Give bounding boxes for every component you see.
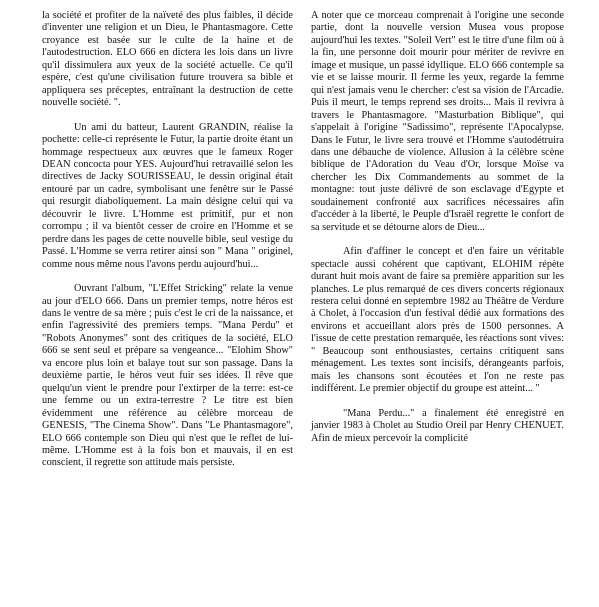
left-text-column — [42, 10, 293, 470]
right-text-column — [311, 10, 564, 445]
left-paragraph-1: la société et profiter de la naïveté des plus faibles, il décide d'inventer une religion et un Dieu, le Phantasmagore. Cette croyance est basée sur le culte de la haine et de l'autodestruction. ELO 666 en dictera les lois dans un livre qu'il dissimulera aux yeux de la société actuelle. Ce qu'il espère, c'est qu'une civilisation future trouvera sa bible et appliquera ses préceptes, entraînant la destruction de cette nouvelle société. ". — [42, 10, 293, 109]
right-paragraph-3: "Mana Perdu..." a finalement été enregistré en janvier 1983 à Cholet au Studio Oreil par Henry CHENUET. Afin de mieux percevoir la complicité — [311, 407, 564, 444]
left-paragraph-2: Un ami du batteur, Laurent GRANDIN, réalise la pochette: celle-ci représente le Futur, la partie droite étant un hommage respectueux aux œuvres que le fameux Roger DEAN concocta pour YES. Aujourd'hui retravaillé selon les directives de Jacky SOURISSEAU, le dessin original était entouré par un cadre, symbolisant une fenêtre sur le Passé qui resurgit diaboliquement. La main désigne celui qui va découvrir le livre. L'Homme est primitif, pur et non corrompu ; il va bientôt cesser de croire en l'Homme et se perdre dans les pages de cette nouvelle bible, seul vestige du Passé. L'Homme se verra retirer ainsi son " Mana " originel, comme nous même nous l'avons perdu aujourd'hui... — [42, 121, 293, 270]
left-paragraph-3: Ouvrant l'album, "L'Effet Stricking" relate la venue au jour d'ELO 666. Dans un premier temps, notre héros est dans le ventre de sa mère ; puis c'est le cri de la naissance, et enfin l'agressivité des premiers temps. "Mana Perdu" et "Robots Anonymes" sont des critiques de la société, ELO 666 se sent seul et prépare sa vengeance... "Elohim Show" va encore plus loin et balaye tout sur son passage. Dans la deuxième partie, le héros veut fuir ses idées. Il rêve que quelqu'un vient le prendre pour l'extirper de la terre: est-ce une femme ou un extra-terrestre ? Le titre est bien évidemment une référence au célèbre morceau de GENESIS, "The Cinema Show". Dans "Le Phantasmagore", ELO 666 contemple son Dieu qui n'est que le reflet de lui-même. L'Homme est à la fois bon et mauvais, il en est conscient, il regrette son attitude mais persiste. — [42, 283, 293, 469]
right-paragraph-1: A noter que ce morceau comprenait à l'origine une seconde partie, dont la nouvelle version Musea vous propose aujourd'hui les textes. "Soleil Vert" est le titre d'une film où à la fin, une personne doit mourir pour mériter de revivre en image et musique, un passé idyllique. ELO 666 contemple sa vie et se laisse mourir. Il ferme les yeux, regarde la femme qui n'est jamais venu le chercher: c'est sa vision de l'Arcadie. Puis il meurt, le temps reprend ses droits... Mais il revivra à travers le Phantasmagore. "Masturbation Biblique", qui s'appelait à l'origine "Sadissimo", représente l'Apocalypse. Dans le Futur, le livre sera trouvé et l'Homme s'autodétruira dans une débauche de violence. Allusion à la célèbre scène biblique de l'Adoration du Veau d'Or, lorsque Moïse va chercher les Dix Commandements au sommet de la montagne: tout juste délivré de son esclavage d'Egypte et soudainement confronté aux sacrifices nécessaires afin d'accéder à la liberté, le Peuple d'Israël regrette le confort de sa servitude et se détourne alors de Dieu... — [311, 10, 564, 233]
right-paragraph-2: Afin d'affiner le concept et d'en faire un véritable spectacle aussi cohérent que captivant, ELOHIM répète durant huit mois avant de faire sa première apparition sur les planches. Le plus remarqué de ces divers concerts régionaux restera celui donné en septembre 1982 au Théâtre de Verdure à Cholet, à l'occasion d'un festival dédié aux formations des environs et accueillant alors près de 1500 personnes. A l'issue de cette prestation remarquée, les réactions sont vives: " Beaucoup sont enthousiastes, certains critiquent sans ménagement. Les textes sont incisifs, dérangeants parfois, mais les chansons sont écoutées et l'on ne reste pas indifférent. Le premier objectif du groupe est atteint... " — [311, 246, 564, 395]
